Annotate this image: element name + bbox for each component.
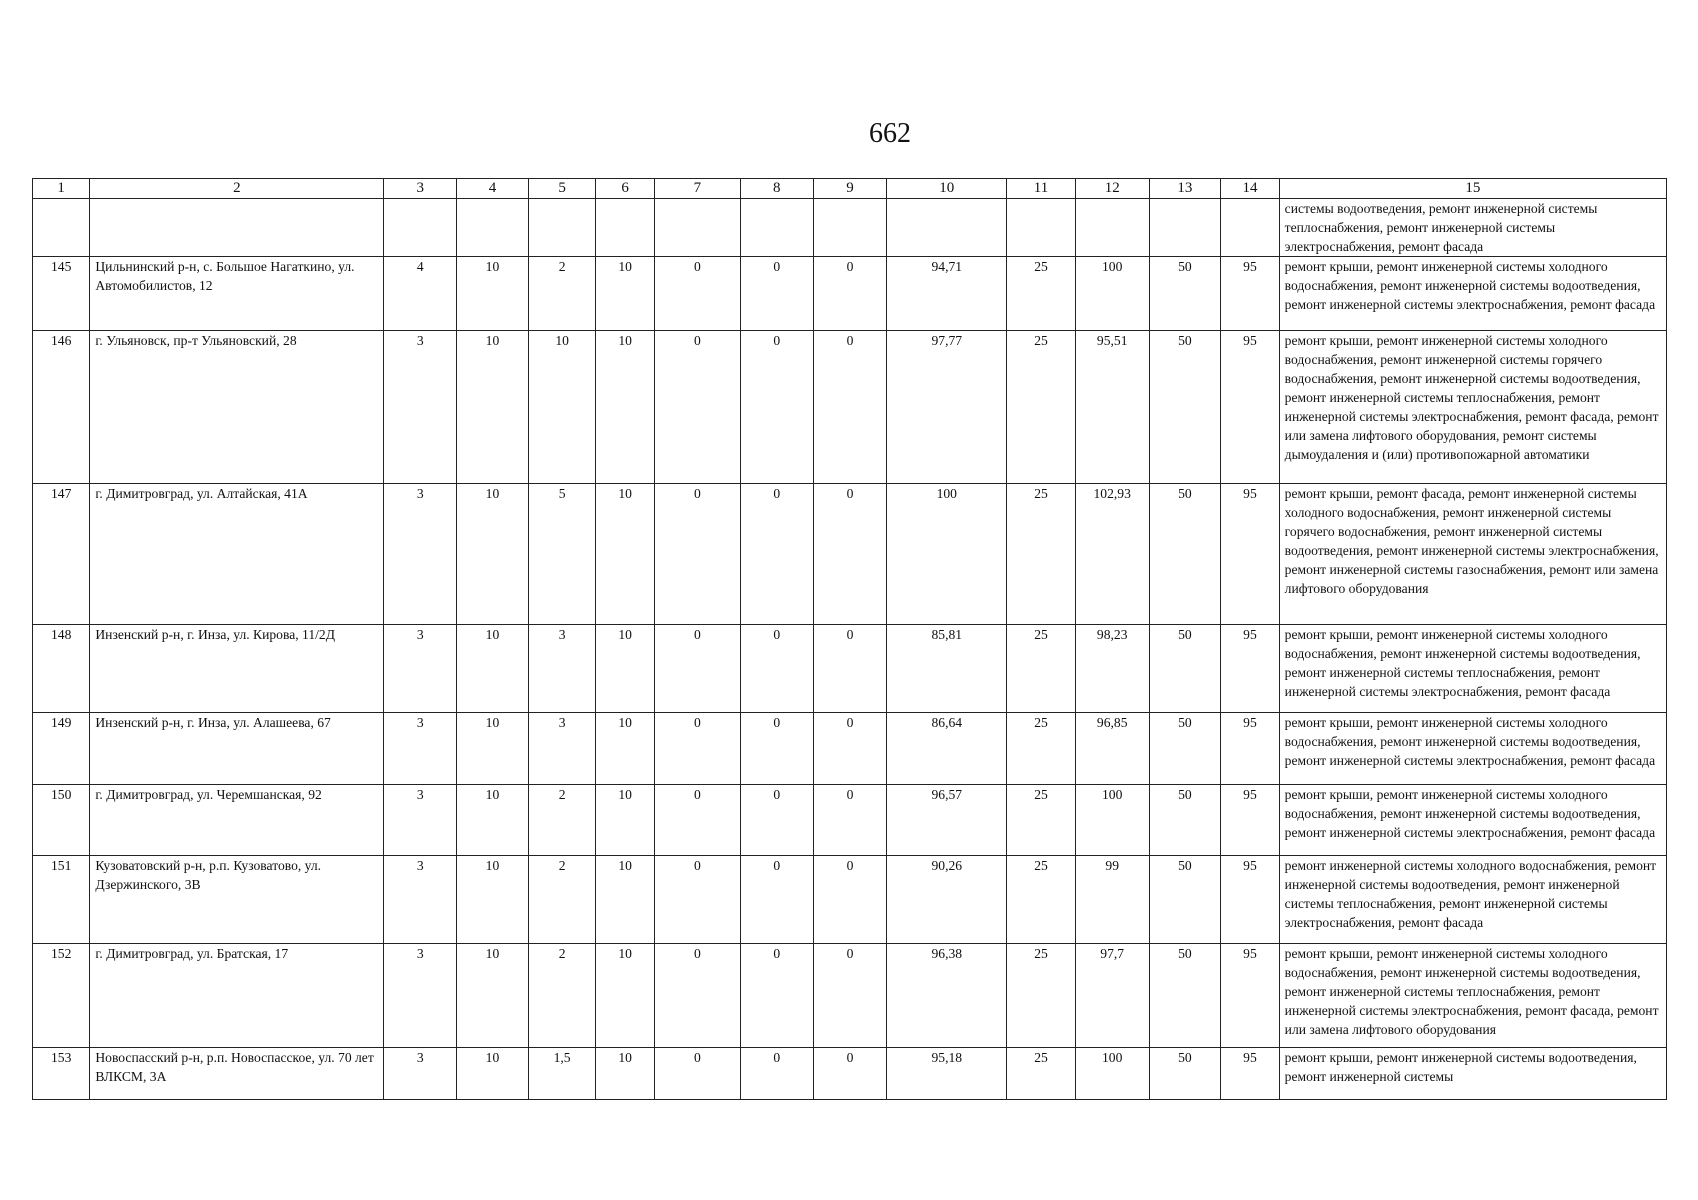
table-row — [33, 856, 1667, 944]
column-header: 3 — [384, 179, 457, 199]
table-row — [33, 484, 1667, 625]
col4-cell: 10 — [457, 625, 529, 713]
col14-cell: 95 — [1221, 625, 1279, 713]
row-number-cell: 152 — [33, 944, 90, 1048]
col3-cell: 3 — [384, 944, 457, 1048]
col11-cell: 25 — [1007, 944, 1076, 1048]
address-cell: г. Димитровград, ул. Алтайская, 41А — [90, 484, 384, 625]
column-number-row — [33, 179, 1667, 199]
col11-cell: 25 — [1007, 625, 1076, 713]
col8-cell: 0 — [740, 625, 813, 713]
table-row — [33, 944, 1667, 1048]
col8-cell: 0 — [740, 785, 813, 856]
col4-cell: 10 — [457, 856, 529, 944]
row-number-cell: 153 — [33, 1048, 90, 1100]
col12-cell: 96,85 — [1075, 713, 1149, 785]
col3-cell: 3 — [384, 713, 457, 785]
col8-cell: 0 — [740, 944, 813, 1048]
col7-cell: 0 — [654, 484, 740, 625]
col6-cell: 10 — [596, 257, 654, 331]
col7-cell: 0 — [654, 713, 740, 785]
column-header: 10 — [887, 179, 1007, 199]
col14-cell: 95 — [1221, 785, 1279, 856]
address-cell: Кузоватовский р-н, р.п. Кузоватово, ул. Дзержинского, 3В — [90, 856, 384, 944]
col13-cell: 50 — [1149, 625, 1221, 713]
col3-cell: 3 — [384, 1048, 457, 1100]
row-number-cell: 148 — [33, 625, 90, 713]
col13-cell: 50 — [1149, 484, 1221, 625]
col3-cell: 3 — [384, 785, 457, 856]
col14-cell: 95 — [1221, 856, 1279, 944]
col6-cell: 10 — [596, 331, 654, 484]
col6-cell: 10 — [596, 944, 654, 1048]
address-cell: Новоспасский р-н, р.п. Новоспасское, ул. 70 лет ВЛКСМ, 3А — [90, 1048, 384, 1100]
col11-cell: 25 — [1007, 331, 1076, 484]
col12-cell: 102,93 — [1075, 484, 1149, 625]
col7-cell: 0 — [654, 785, 740, 856]
col3-cell: 3 — [384, 856, 457, 944]
repair-program-table — [32, 178, 1667, 1100]
col6-cell: 10 — [596, 625, 654, 713]
works-cell: ремонт крыши, ремонт фасада, ремонт инженерной системы холодного водоснабжения, ремонт инженерной системы горячего водоснабжения, ремонт инженерной системы водоотведения, ремонт инженерной системы электроснабжения, ремонт инженерной системы газоснабжения, ремонт или замена лифтового оборудования — [1279, 484, 1666, 625]
col12-cell: 100 — [1075, 257, 1149, 331]
table-body — [33, 199, 1667, 1100]
works-cell: ремонт крыши, ремонт инженерной системы холодного водоснабжения, ремонт инженерной системы водоотведения, ремонт инженерной системы электроснабжения, ремонт фасада — [1279, 257, 1666, 331]
col10-cell: 96,57 — [887, 785, 1007, 856]
col8-cell: 0 — [740, 257, 813, 331]
col9-cell: 0 — [813, 713, 887, 785]
row-number-cell: 149 — [33, 713, 90, 785]
continuation-row — [33, 199, 1667, 257]
table-row — [33, 331, 1667, 484]
col11-cell: 25 — [1007, 1048, 1076, 1100]
row-number-cell: 151 — [33, 856, 90, 944]
col12-cell: 100 — [1075, 785, 1149, 856]
col14-cell: 95 — [1221, 484, 1279, 625]
column-header: 15 — [1279, 179, 1666, 199]
page-number: 662 — [869, 118, 911, 149]
col12-cell: 95,51 — [1075, 331, 1149, 484]
col10-cell: 95,18 — [887, 1048, 1007, 1100]
col5-cell: 2 — [528, 785, 596, 856]
col7-cell: 0 — [654, 944, 740, 1048]
col10-cell: 100 — [887, 484, 1007, 625]
address-cell: г. Ульяновск, пр-т Ульяновский, 28 — [90, 331, 384, 484]
col5-cell: 1,5 — [528, 1048, 596, 1100]
col9-cell: 0 — [813, 1048, 887, 1100]
col3-cell: 3 — [384, 625, 457, 713]
col13-cell: 50 — [1149, 944, 1221, 1048]
col6-cell: 10 — [596, 484, 654, 625]
column-header: 11 — [1007, 179, 1076, 199]
col11-cell: 25 — [1007, 856, 1076, 944]
col8-cell: 0 — [740, 713, 813, 785]
col5-cell: 3 — [528, 625, 596, 713]
address-cell: г. Димитровград, ул. Черемшанская, 92 — [90, 785, 384, 856]
address-cell: Инзенский р-н, г. Инза, ул. Алашеева, 67 — [90, 713, 384, 785]
col13-cell: 50 — [1149, 856, 1221, 944]
col3-cell: 4 — [384, 257, 457, 331]
col8-cell: 0 — [740, 484, 813, 625]
row-number-cell: 146 — [33, 331, 90, 484]
col7-cell: 0 — [654, 331, 740, 484]
col7-cell: 0 — [654, 1048, 740, 1100]
row-number-cell: 150 — [33, 785, 90, 856]
column-header: 6 — [596, 179, 654, 199]
col10-cell: 85,81 — [887, 625, 1007, 713]
column-header: 2 — [90, 179, 384, 199]
col6-cell: 10 — [596, 1048, 654, 1100]
col4-cell: 10 — [457, 257, 529, 331]
col8-cell: 0 — [740, 1048, 813, 1100]
col10-cell: 97,77 — [887, 331, 1007, 484]
col5-cell: 2 — [528, 944, 596, 1048]
col4-cell: 10 — [457, 331, 529, 484]
address-cell: Инзенский р-н, г. Инза, ул. Кирова, 11/2Д — [90, 625, 384, 713]
table-header — [33, 179, 1667, 199]
col12-cell: 97,7 — [1075, 944, 1149, 1048]
column-header: 1 — [33, 179, 90, 199]
col13-cell: 50 — [1149, 257, 1221, 331]
col11-cell: 25 — [1007, 257, 1076, 331]
column-header: 14 — [1221, 179, 1279, 199]
col9-cell: 0 — [813, 257, 887, 331]
row-number-cell: 145 — [33, 257, 90, 331]
column-header: 13 — [1149, 179, 1221, 199]
col13-cell: 50 — [1149, 713, 1221, 785]
row-number-cell: 147 — [33, 484, 90, 625]
col10-cell: 94,71 — [887, 257, 1007, 331]
col4-cell: 10 — [457, 1048, 529, 1100]
column-header: 4 — [457, 179, 529, 199]
works-cell: ремонт крыши, ремонт инженерной системы холодного водоснабжения, ремонт инженерной системы водоотведения, ремонт инженерной системы электроснабжения, ремонт фасада — [1279, 713, 1666, 785]
col4-cell: 10 — [457, 944, 529, 1048]
col4-cell: 10 — [457, 713, 529, 785]
works-cell: ремонт инженерной системы холодного водоснабжения, ремонт инженерной системы водоотведения, ремонт инженерной системы теплоснабжения, ремонт инженерной системы электроснабжения, ремонт фасада — [1279, 856, 1666, 944]
works-cell: ремонт крыши, ремонт инженерной системы водоотведения, ремонт инженерной системы — [1279, 1048, 1666, 1100]
works-cell: ремонт крыши, ремонт инженерной системы холодного водоснабжения, ремонт инженерной системы водоотведения, ремонт инженерной системы электроснабжения, ремонт фасада — [1279, 785, 1666, 856]
col11-cell: 25 — [1007, 785, 1076, 856]
col14-cell: 95 — [1221, 713, 1279, 785]
col3-cell: 3 — [384, 331, 457, 484]
col6-cell: 10 — [596, 785, 654, 856]
col10-cell: 86,64 — [887, 713, 1007, 785]
col13-cell: 50 — [1149, 331, 1221, 484]
col10-cell: 90,26 — [887, 856, 1007, 944]
col6-cell: 10 — [596, 713, 654, 785]
col4-cell: 10 — [457, 484, 529, 625]
col6-cell: 10 — [596, 856, 654, 944]
column-header: 12 — [1075, 179, 1149, 199]
address-cell: Цильнинский р-н, с. Большое Нагаткино, ул. Автомобилистов, 12 — [90, 257, 384, 331]
col14-cell: 95 — [1221, 1048, 1279, 1100]
table-row — [33, 625, 1667, 713]
works-cell: ремонт крыши, ремонт инженерной системы холодного водоснабжения, ремонт инженерной системы водоотведения, ремонт инженерной системы теплоснабжения, ремонт инженерной системы электроснабжения, ремонт фасада, ремонт или замена лифтового оборудования — [1279, 944, 1666, 1048]
col7-cell: 0 — [654, 625, 740, 713]
col9-cell: 0 — [813, 331, 887, 484]
col8-cell: 0 — [740, 331, 813, 484]
col11-cell: 25 — [1007, 484, 1076, 625]
works-cell: ремонт крыши, ремонт инженерной системы холодного водоснабжения, ремонт инженерной системы водоотведения, ремонт инженерной системы теплоснабжения, ремонт инженерной системы электроснабжения, ремонт фасада — [1279, 625, 1666, 713]
col14-cell: 95 — [1221, 944, 1279, 1048]
table-row — [33, 713, 1667, 785]
address-cell: г. Димитровград, ул. Братская, 17 — [90, 944, 384, 1048]
col3-cell: 3 — [384, 484, 457, 625]
col10-cell: 96,38 — [887, 944, 1007, 1048]
col12-cell: 100 — [1075, 1048, 1149, 1100]
col11-cell: 25 — [1007, 713, 1076, 785]
column-header: 7 — [654, 179, 740, 199]
continuation-works-cell: системы водоотведения, ремонт инженерной системы теплоснабжения, ремонт инженерной системы электроснабжения, ремонт фасада — [1279, 199, 1666, 257]
col14-cell: 95 — [1221, 257, 1279, 331]
col12-cell: 98,23 — [1075, 625, 1149, 713]
col5-cell: 5 — [528, 484, 596, 625]
column-header: 5 — [528, 179, 596, 199]
col5-cell: 3 — [528, 713, 596, 785]
col7-cell: 0 — [654, 257, 740, 331]
col14-cell: 95 — [1221, 331, 1279, 484]
column-header: 9 — [813, 179, 887, 199]
col7-cell: 0 — [654, 856, 740, 944]
col9-cell: 0 — [813, 785, 887, 856]
col13-cell: 50 — [1149, 785, 1221, 856]
col13-cell: 50 — [1149, 1048, 1221, 1100]
col8-cell: 0 — [740, 856, 813, 944]
col9-cell: 0 — [813, 625, 887, 713]
table-row — [33, 1048, 1667, 1100]
table-row — [33, 257, 1667, 331]
col9-cell: 0 — [813, 856, 887, 944]
col5-cell: 2 — [528, 856, 596, 944]
col12-cell: 99 — [1075, 856, 1149, 944]
col5-cell: 2 — [528, 257, 596, 331]
works-cell: ремонт крыши, ремонт инженерной системы холодного водоснабжения, ремонт инженерной системы горячего водоснабжения, ремонт инженерной системы водоотведения, ремонт инженерной системы теплоснабжения, ремонт инженерной системы электроснабжения, ремонт фасада, ремонт или замена лифтового оборудования, ремонт системы дымоудаления и (или) противопожарной автоматики — [1279, 331, 1666, 484]
column-header: 8 — [740, 179, 813, 199]
table-row — [33, 785, 1667, 856]
col9-cell: 0 — [813, 484, 887, 625]
col5-cell: 10 — [528, 331, 596, 484]
col4-cell: 10 — [457, 785, 529, 856]
col9-cell: 0 — [813, 944, 887, 1048]
